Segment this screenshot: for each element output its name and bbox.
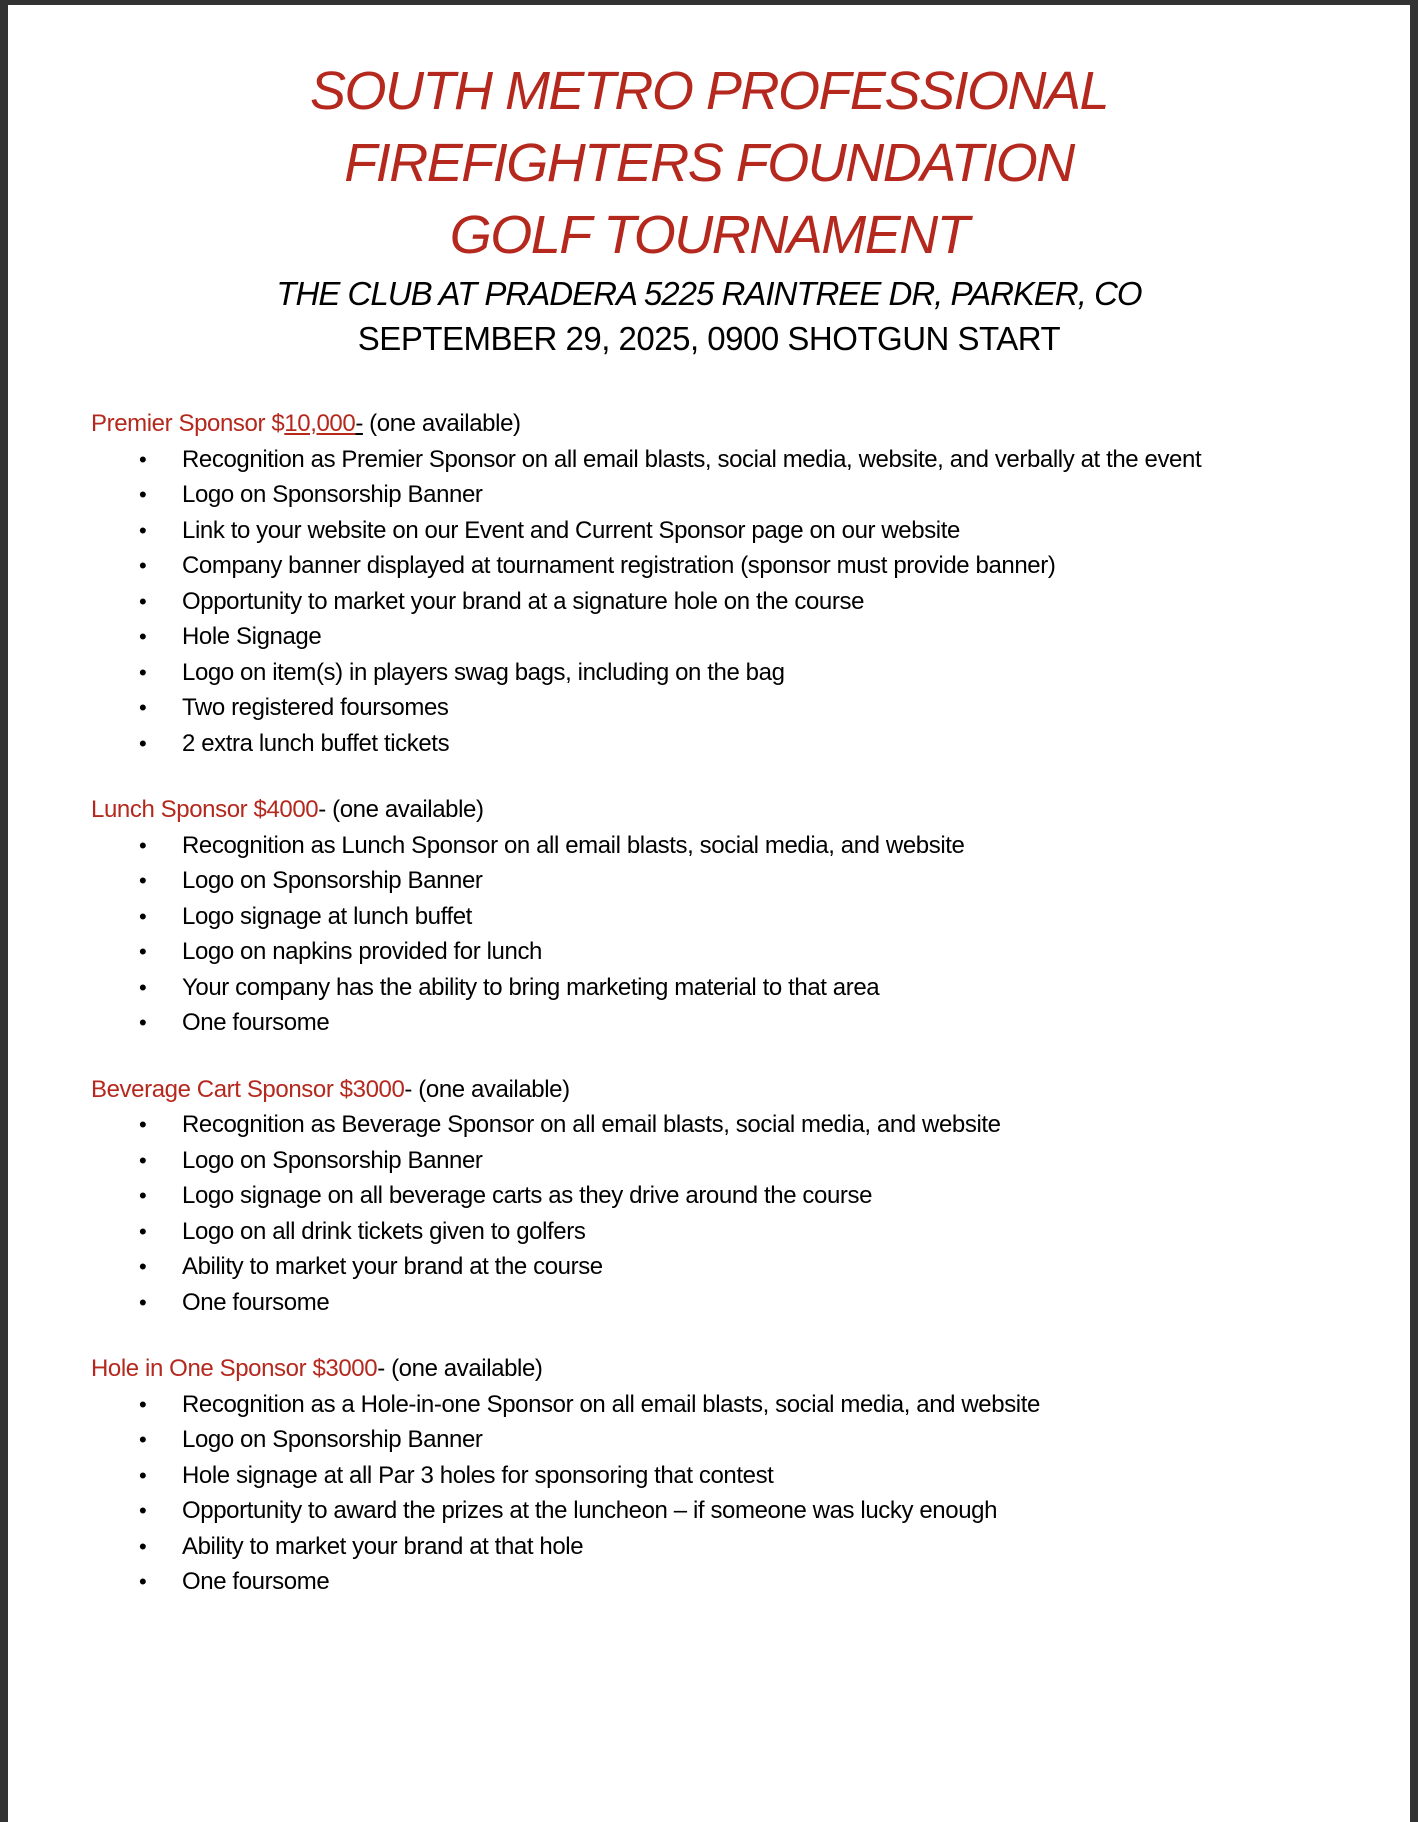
benefit-item [91,1107,1351,1143]
section-heading [91,792,1351,828]
benefit-item [91,1493,1351,1529]
bullet-icon: • [139,695,147,720]
benefit-text: Recognition as Premier Sponsor on all email blasts, social media, website, and verbally at the event [182,445,1202,473]
section-lunch-sponsor [91,792,1351,1041]
benefit-item [91,655,1351,691]
benefit-list [91,1387,1351,1600]
benefit-item [91,1285,1351,1321]
title-line: FIREFIGHTERS FOUNDATION [344,133,1074,193]
section-heading [91,1072,1351,1108]
section-heading [91,406,1351,442]
bullet-icon: • [139,1218,147,1244]
venue-line: THE CLUB AT PRADERA 5225 RAINTREE DR, PARKER, CO [276,275,1142,312]
bullet-icon: • [139,1112,147,1137]
benefit-text: Your company has the ability to bring marketing material to that area [182,973,880,1001]
document-page [8,5,1410,1822]
benefit-item [91,1387,1351,1423]
benefit-item [91,690,1351,726]
benefit-item [91,934,1351,970]
price-dash: - [355,410,363,437]
benefit-text: Recognition as Beverage Sponsor on all email blasts, social media, and website [182,1111,1001,1138]
benefit-text: 2 extra lunch buffet tickets [182,729,450,757]
bullet-icon: • [139,624,147,649]
benefit-text: Logo on item(s) in players swag bags, including on the bag [182,658,785,686]
benefit-text: Logo on all drink tickets given to golfers [182,1217,586,1245]
benefit-item [91,1458,1351,1494]
benefit-list [91,828,1351,1041]
benefit-text: Logo signage on all beverage carts as they drive around the course [182,1182,873,1209]
availability: - (one available) [404,1075,570,1103]
bullet-icon: • [139,446,147,472]
benefit-item [91,619,1351,655]
benefit-text: Link to your website on our Event and Current Sponsor page on our website [182,516,960,544]
benefit-text: Opportunity to award the prizes at the luncheon – if someone was lucky enough [182,1497,998,1524]
benefit-item [91,1143,1351,1179]
bullet-icon: • [139,1427,147,1452]
benefit-item [91,442,1351,478]
bullet-icon: • [139,517,147,543]
benefit-text: Ability to market your brand at the course [182,1253,603,1280]
bullet-icon: • [139,1569,147,1594]
benefit-item [91,970,1351,1006]
benefit-item [91,1178,1351,1214]
title-line: SOUTH METRO PROFESSIONAL [309,61,1109,121]
benefit-item [91,1005,1351,1041]
bullet-icon: • [139,730,147,756]
sponsor-name: Beverage Cart Sponsor $3000 [91,1075,405,1103]
benefit-list [91,442,1351,762]
bullet-icon: • [139,903,147,929]
benefit-text: One foursome [182,1009,330,1036]
bullet-icon: • [139,974,147,1000]
benefit-item [91,828,1351,864]
benefit-item [91,1249,1351,1285]
benefit-item [91,548,1351,584]
title-line: GOLF TOURNAMENT [449,205,969,265]
benefit-text: Hole signage at all Par 3 holes for sponsoring that contest [182,1461,774,1489]
section-premier-sponsor [91,406,1351,761]
benefit-text: Logo on Sponsorship Banner [182,1146,483,1174]
benefit-text: Logo on Sponsorship Banner [182,481,483,508]
section-heading [91,1351,1351,1387]
sponsor-name: Lunch Sponsor $4000 [91,796,319,823]
bullet-icon: • [139,832,147,858]
benefit-item [91,1529,1351,1565]
benefit-text: Logo on Sponsorship Banner [182,1426,483,1453]
bullet-icon: • [139,1147,147,1173]
benefit-text: Hole Signage [182,623,322,650]
sponsor-name: Premier Sponsor [91,410,272,437]
benefit-text: Ability to market your brand at that hole [182,1532,584,1560]
benefit-item [91,584,1351,620]
sponsor-name: Hole in One Sponsor $3000 [91,1355,378,1382]
benefit-item [91,1214,1351,1250]
sponsor-price: 10,000 [284,410,356,437]
benefit-item [91,513,1351,549]
benefit-text: Logo on Sponsorship Banner [182,867,483,894]
benefit-text: Company banner displayed at tournament registration (sponsor must provide banner) [182,552,1056,579]
benefit-item [91,1564,1351,1600]
bullet-icon: • [139,1391,147,1417]
section-beverage-cart-sponsor [91,1072,1351,1321]
benefit-text: One foursome [182,1288,330,1316]
bullet-icon: • [139,659,147,685]
bullet-icon: • [139,1289,147,1315]
benefit-text: Recognition as Lunch Sponsor on all email blasts, social media, and website [182,831,965,859]
availability: - (one available) [318,796,484,823]
bullet-icon: • [139,1498,147,1523]
bullet-icon: • [139,1254,147,1279]
benefit-list [91,1107,1351,1320]
bullet-icon: • [139,553,147,578]
document-header [8,55,1410,361]
bullet-icon: • [139,1533,147,1559]
benefit-text: One foursome [182,1568,330,1595]
benefit-item [91,1422,1351,1458]
benefit-text: Logo signage at lunch buffet [182,902,472,930]
benefit-item [91,899,1351,935]
bullet-icon: • [139,482,147,507]
section-hole-in-one-sponsor [91,1351,1351,1600]
availability: (one available) [362,410,521,437]
bullet-icon: • [139,588,147,614]
benefit-item [91,477,1351,513]
bullet-icon: • [139,1183,147,1208]
bullet-icon: • [139,868,147,893]
benefit-item [91,863,1351,899]
availability: - (one available) [377,1355,543,1382]
benefit-text: Recognition as a Hole-in-one Sponsor on all email blasts, social media, and website [182,1390,1040,1418]
benefit-text: Opportunity to market your brand at a signature hole on the course [182,587,865,615]
price-prefix: $ [271,410,285,437]
benefit-item [91,726,1351,762]
benefit-text: Logo on napkins provided for lunch [182,938,542,965]
date-line: SEPTEMBER 29, 2025, 0900 SHOTGUN START [357,320,1061,357]
bullet-icon: • [139,939,147,964]
bullet-icon: • [139,1462,147,1488]
benefit-text: Two registered foursomes [182,694,449,721]
sponsorship-list [91,406,1351,1631]
bullet-icon: • [139,1010,147,1035]
